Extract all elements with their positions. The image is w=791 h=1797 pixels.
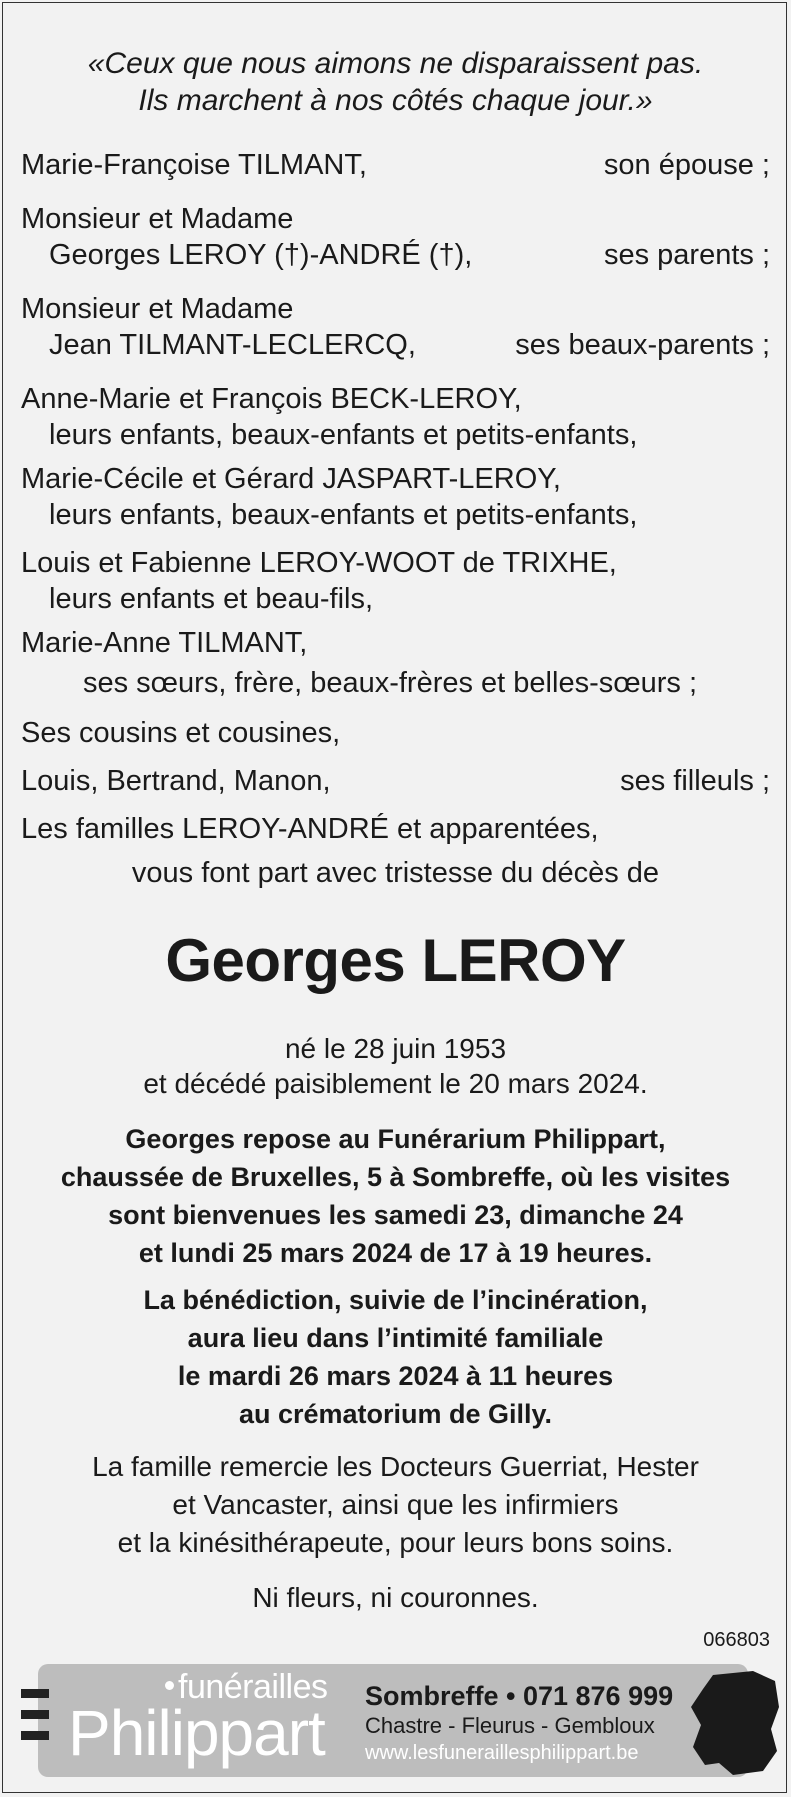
inlaws-relation: ses beaux-parents ;	[515, 329, 770, 361]
spouse-relation: son épouse ;	[603, 149, 770, 181]
sibling-2-line-1: Marie-Cécile et Gérard JASPART-LEROY,	[21, 463, 561, 495]
bars-icon	[21, 1689, 49, 1757]
contact-phone: Sombreffe • 071 876 999	[365, 1681, 674, 1711]
logo-subtitle: funérailles	[178, 1668, 328, 1706]
parents-line-2: Georges LEROY (†)-ANDRÉ (†),	[49, 239, 473, 271]
parents-line-1: Monsieur et Madame	[21, 203, 294, 235]
ceremony-line-2: aura lieu dans l’intimité familiale	[187, 1323, 604, 1353]
ceremony-line-1: La bénédiction, suivie de l’incinération,	[143, 1285, 648, 1315]
cousins-line: Ses cousins et cousines,	[21, 717, 341, 749]
visitation-line-3: sont bienvenues les samedi 23, dimanche 24	[108, 1200, 683, 1230]
funeral-home-logo	[68, 1667, 358, 1775]
sibling-3-line-2: leurs enfants et beau-fils,	[49, 583, 374, 615]
visitation-line-2: chaussée de Bruxelles, 5 à Sombreffe, où les visites	[60, 1162, 731, 1192]
visitation-line-4: et lundi 25 mars 2024 de 17 à 19 heures.	[138, 1238, 653, 1268]
godchildren-line: Louis, Bertrand, Manon,	[21, 765, 331, 797]
contact-block	[365, 1680, 673, 1766]
sibling-1-line-2: leurs enfants, beaux-enfants et petits-enfants,	[49, 419, 638, 451]
logo-dot-icon	[165, 1681, 174, 1690]
spouse-name: Marie-Françoise TILMANT,	[21, 149, 367, 181]
ceremony-line-4: au crématorium de Gilly.	[238, 1399, 553, 1429]
deceased-name: Georges LEROY	[165, 927, 626, 994]
sibling-1-line-1: Anne-Marie et François BECK-LEROY,	[21, 383, 522, 415]
sibling-4-line-1: Marie-Anne TILMANT,	[21, 627, 308, 659]
thanks-line-3: et la kinésithérapeute, pour leurs bons soins.	[117, 1527, 674, 1558]
sibling-4-line-2: ses sœurs, frère, beaux-frères et belles-sœurs ;	[83, 667, 697, 699]
visitation-line-1: Georges repose au Funérarium Philippart,	[125, 1124, 666, 1154]
logo-title: Philippart	[68, 1697, 325, 1769]
thanks-line-1: La famille remercie les Docteurs Guerriat, Hester	[92, 1451, 699, 1482]
flowers-line: Ni fleurs, ni couronnes.	[252, 1582, 539, 1613]
thanks-line-2: et Vancaster, ainsi que les infirmiers	[172, 1489, 619, 1520]
obituary-notice	[2, 2, 787, 1793]
region-map-icon	[683, 1667, 783, 1777]
sibling-2-line-2: leurs enfants, beaux-enfants et petits-enfants,	[49, 499, 638, 531]
ceremony-line-3: le mardi 26 mars 2024 à 11 heures	[177, 1361, 614, 1391]
announce-line: vous font part avec tristesse du décès de	[131, 857, 660, 889]
godchildren-relation: ses filleuls ;	[620, 765, 770, 797]
parents-relation: ses parents ;	[603, 239, 770, 271]
quote-line-1: «Ceux que nous aimons ne disparaissent pas.	[87, 47, 704, 80]
reference-number: 066803	[703, 1629, 770, 1651]
website-link[interactable]: www.lesfuneraillesphilippart.be	[365, 1742, 639, 1764]
birth-date: né le 28 juin 1953	[284, 1033, 507, 1064]
death-date: et décédé paisiblement le 20 mars 2024.	[143, 1068, 648, 1099]
families-line: Les familles LEROY-ANDRÉ et apparentées,	[21, 813, 599, 845]
inlaws-line-1: Monsieur et Madame	[21, 293, 294, 325]
quote-line-2: Ils marchent à nos côtés chaque jour.»	[138, 84, 653, 117]
sibling-3-line-1: Louis et Fabienne LEROY-WOOT de TRIXHE,	[21, 547, 617, 579]
inlaws-line-2: Jean TILMANT-LECLERCQ,	[49, 329, 416, 361]
contact-locations: Chastre - Fleurus - Gembloux	[365, 1713, 655, 1738]
